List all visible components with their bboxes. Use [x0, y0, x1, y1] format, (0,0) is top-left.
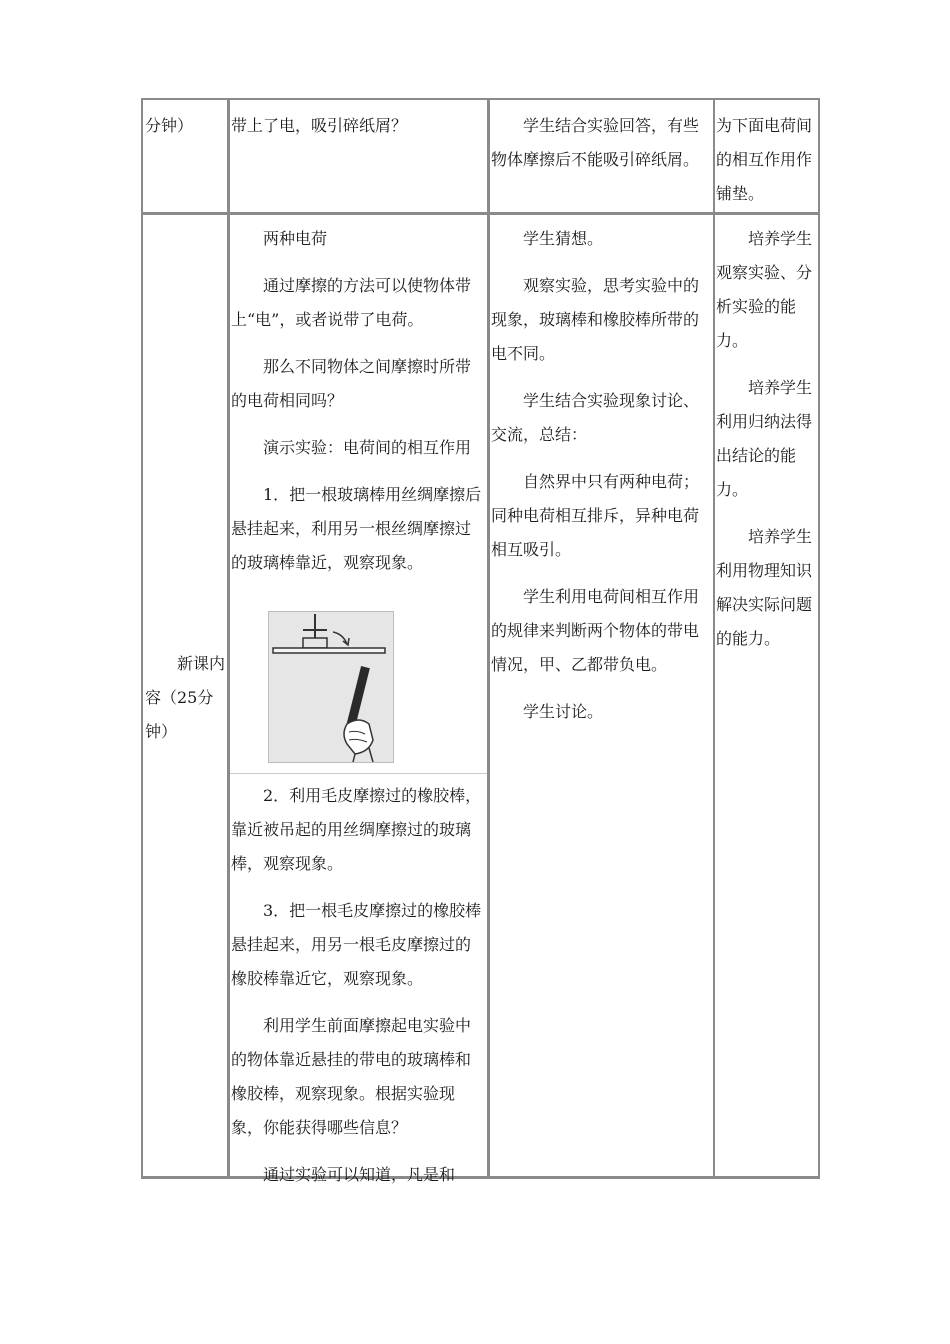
- teacher-paragraph: 那么不同物体之间摩擦时所带的电荷相同吗？: [231, 357, 472, 410]
- column-divider-3: [713, 98, 715, 1179]
- teacher-paragraph: 利用学生前面摩擦起电实验中的物体靠近悬挂的带电的玻璃棒和橡胶棒，观察现象。根据实验现象，你能获得哪些信息？: [231, 1016, 472, 1137]
- purpose-paragraph: 培养学生利用物理知识解决实际问题的能力。: [716, 527, 813, 648]
- purpose-paragraph: 培养学生观察实验、分析实验的能力。: [716, 229, 813, 350]
- row1-time-text: 分钟）: [145, 116, 194, 135]
- column-divider-2: [487, 98, 490, 1179]
- row2-teacher-cell-cont: [231, 779, 485, 1192]
- row1-student-cell: [491, 109, 711, 177]
- row1-time-cell: [145, 109, 225, 143]
- row1-teacher-cell: [231, 109, 485, 143]
- teacher-paragraph: 3．把一根毛皮摩擦过的橡胶棒悬挂起来，用另一根毛皮摩擦过的橡胶棒靠近它，观察现象。: [231, 901, 482, 988]
- row2-teacher-cell: [231, 222, 485, 580]
- row1-purpose-cell: [716, 109, 816, 211]
- teacher-paragraph: 演示实验：电荷间的相互作用: [263, 438, 472, 457]
- teacher-paragraph: 1．把一根玻璃棒用丝绸摩擦后悬挂起来，利用另一根丝绸摩擦过的玻璃棒靠近，观察现象。: [231, 485, 482, 572]
- row2-stage-cell: [145, 647, 225, 749]
- teacher-paragraph: 通过摩擦的方法可以使物体带上“电”，或者说带了电荷。: [231, 276, 472, 329]
- row1-student-text: 学生结合实验回答，有些物体摩擦后不能吸引碎纸屑。: [491, 116, 700, 169]
- row-divider: [141, 212, 820, 215]
- student-paragraph: 观察实验，思考实验中的现象，玻璃棒和橡胶棒所带的电不同。: [491, 276, 700, 363]
- row2-student-cell: [491, 222, 711, 729]
- table-right-border: [818, 98, 820, 1179]
- teacher-paragraph: 通过实验可以知道，凡是和: [263, 1165, 456, 1184]
- row1-purpose-text: 为下面电荷间的相互作用作铺垫。: [716, 116, 813, 203]
- teacher-paragraph: 2．利用毛皮摩擦过的橡胶棒，靠近被吊起的用丝绸摩擦过的玻璃棒，观察现象。: [231, 786, 482, 873]
- experiment-figure: [268, 611, 394, 763]
- purpose-paragraph: 培养学生利用归纳法得出结论的能力。: [716, 378, 813, 499]
- row2-purpose-cell: [716, 222, 816, 656]
- suspended-rod-illustration: [269, 612, 393, 762]
- figure-cell-divider: [230, 773, 487, 774]
- row1-teacher-text: 带上了电，吸引碎纸屑？: [231, 116, 408, 135]
- table-left-border: [141, 98, 143, 1179]
- table-top-border: [141, 98, 820, 100]
- student-paragraph: 自然界中只有两种电荷；同种电荷相互排斥，异种电荷相互吸引。: [491, 472, 700, 559]
- student-paragraph: 学生利用电荷间相互作用的规律来判断两个物体的带电情况，甲、乙都带负电。: [491, 587, 700, 674]
- student-paragraph: 学生讨论。: [523, 702, 604, 721]
- student-paragraph: 学生猜想。: [523, 229, 604, 248]
- section-heading: 两种电荷: [263, 229, 328, 248]
- row2-stage-text: 新课内容（25分钟）: [145, 654, 226, 741]
- student-paragraph: 学生结合实验现象讨论、交流，总结：: [491, 391, 700, 444]
- column-divider-1: [227, 98, 230, 1179]
